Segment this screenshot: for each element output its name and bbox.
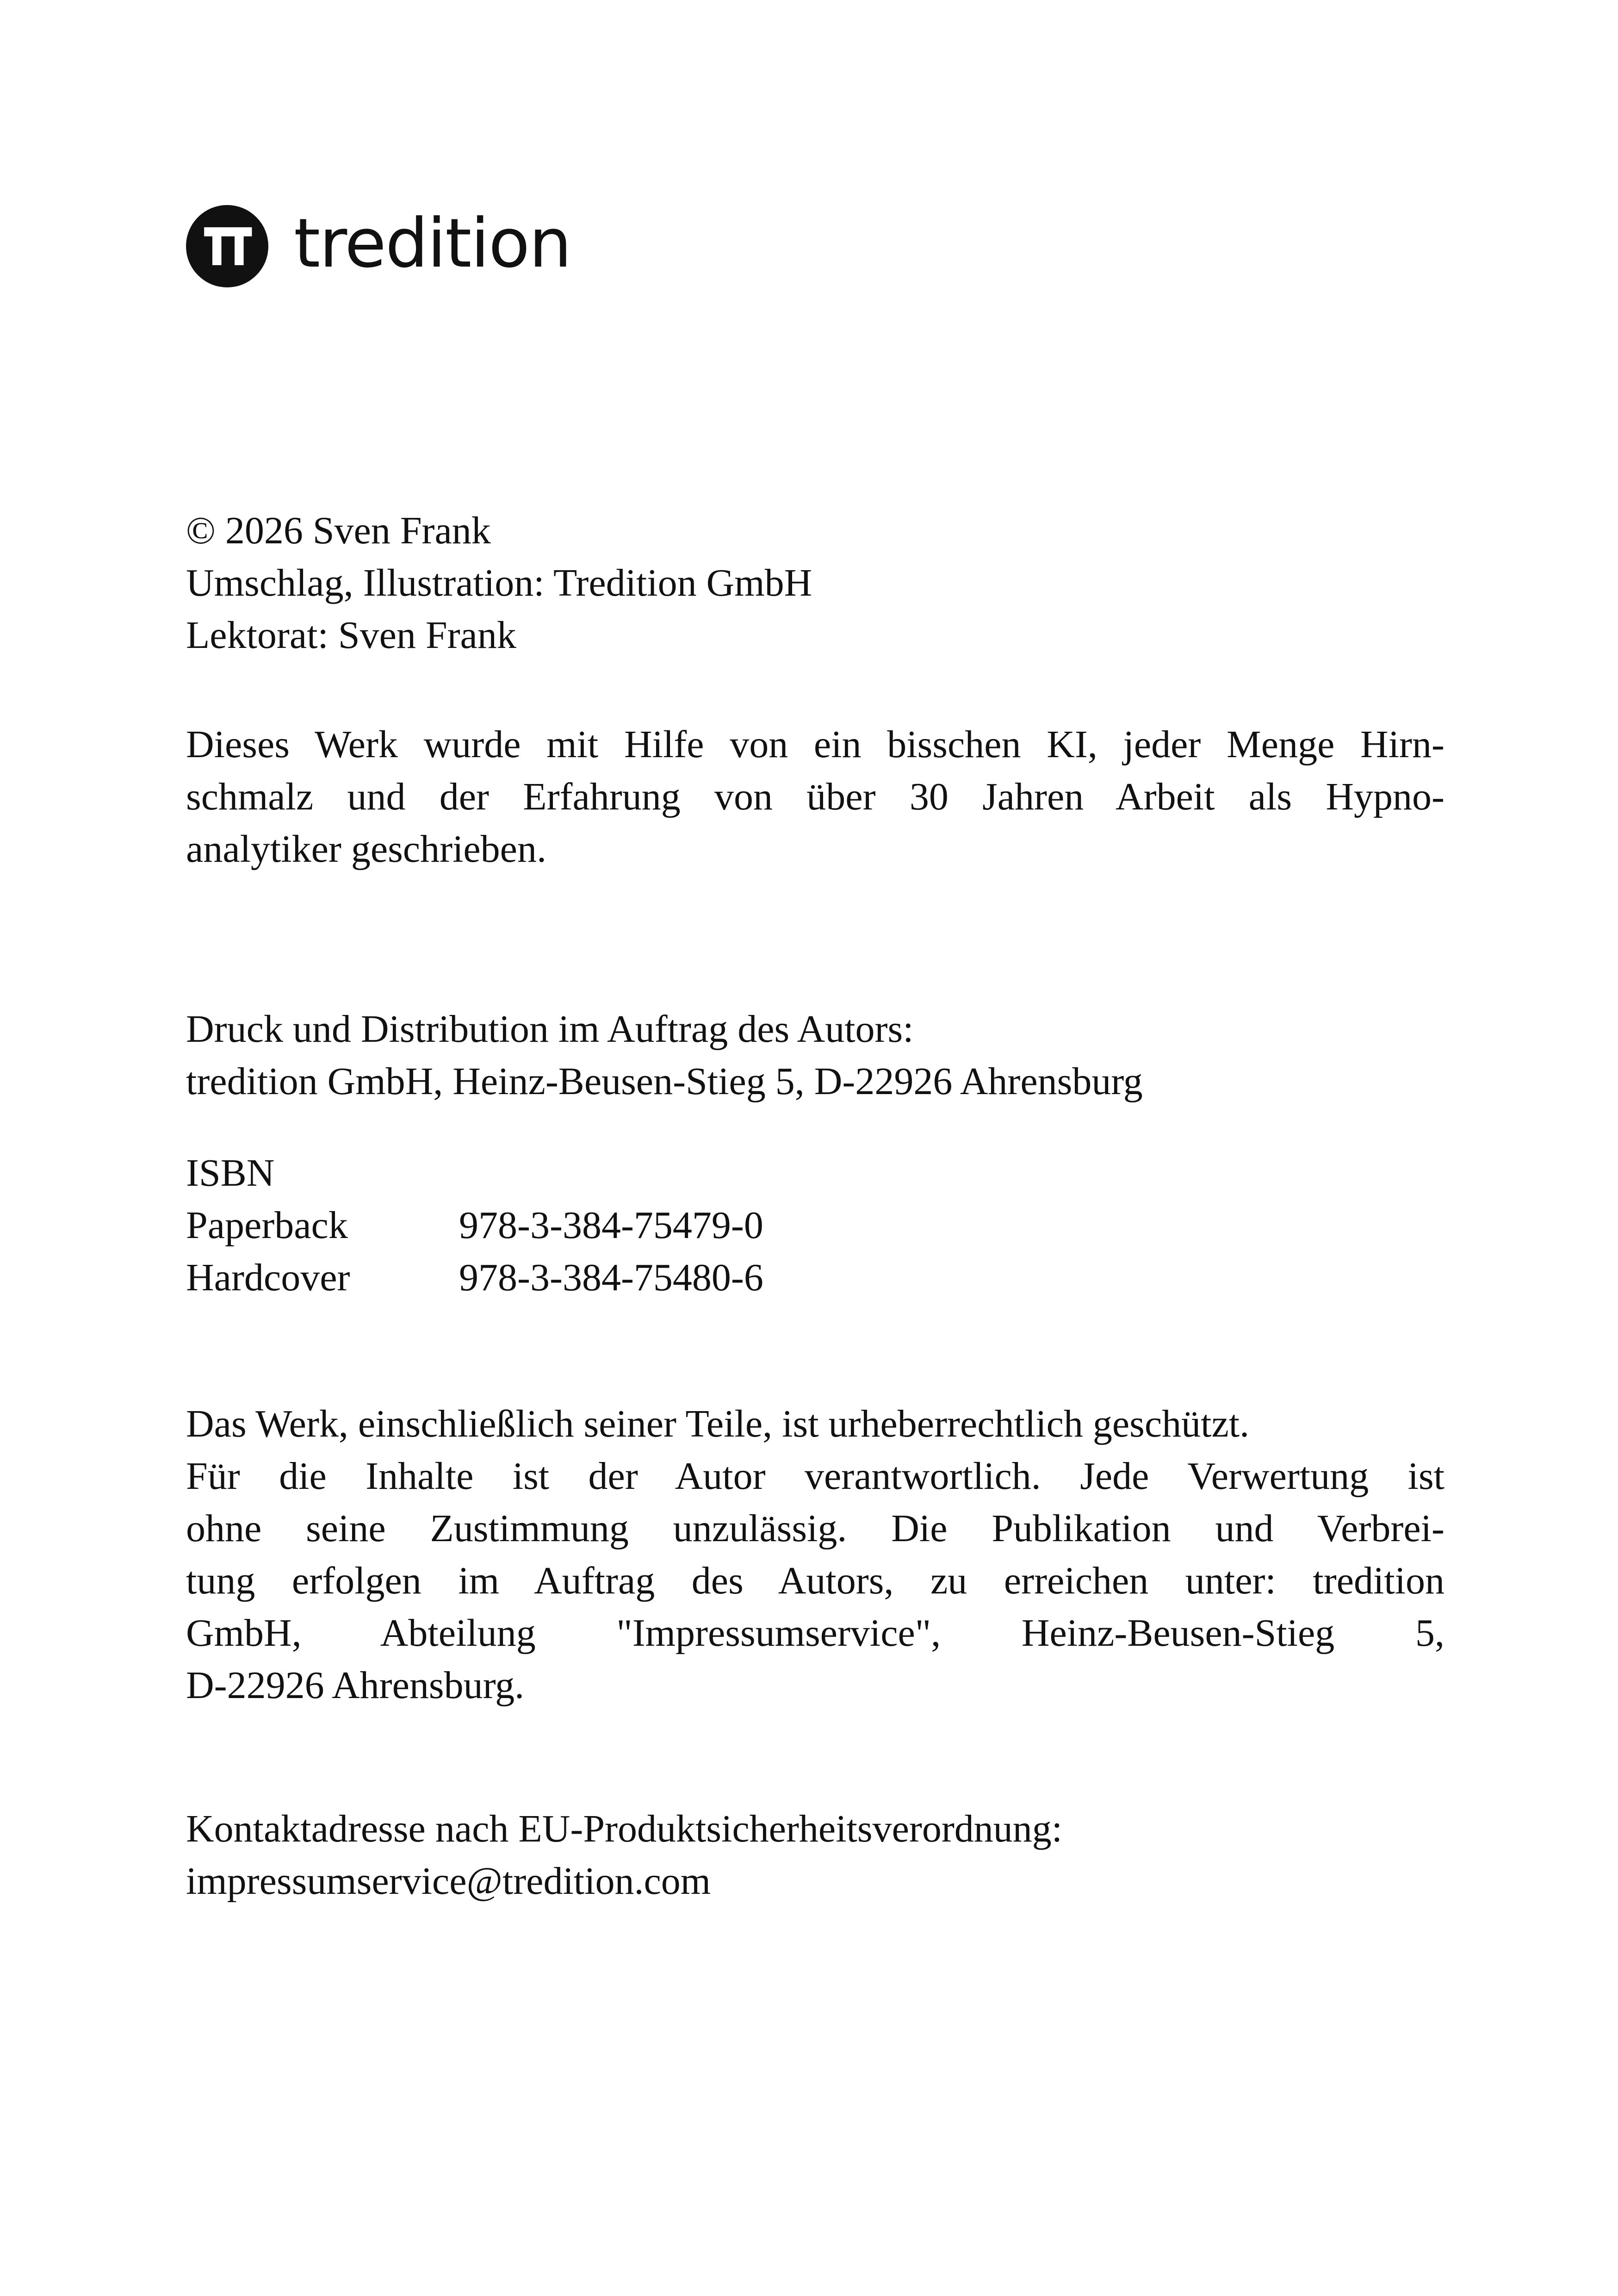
contact-info — [186, 1803, 1444, 1907]
isbn-number: 978-3-384-75479-0 — [459, 1204, 763, 1247]
legal-line: ohne seine Zustimmung unzulässig. Die Publikation und Verbrei- — [186, 1507, 1444, 1550]
legal-line: Für die Inhalte ist der Autor verantwortlich. Jede Verwertung ist — [186, 1455, 1444, 1498]
isbn-row-paperback — [186, 1199, 1444, 1251]
publisher-address: tredition GmbH, Heinz-Beusen-Stieg 5, D-22926 Ahrensburg — [186, 1060, 1143, 1103]
cover-credit: Umschlag, Illustration: Tredition GmbH — [186, 561, 812, 604]
isbn-label: Paperback — [186, 1204, 348, 1247]
contact-email[interactable]: impressumservice@tredition.com — [186, 1860, 711, 1903]
editing-credit: Lektorat: Sven Frank — [186, 614, 516, 657]
contact-heading: Kontaktadresse nach EU-Produktsicherheitsverordnung: — [186, 1807, 1063, 1850]
legal-line: tung erfolgen im Auftrag des Autors, zu erreichen unter: tredition — [186, 1559, 1444, 1602]
isbn-number: 978-3-384-75480-6 — [459, 1256, 763, 1299]
imprint-credits — [186, 504, 1444, 661]
publisher-logo — [186, 205, 571, 288]
creation-note — [186, 718, 1444, 875]
tredition-tt-icon — [186, 205, 268, 287]
note-line: Dieses Werk wurde mit Hilfe von ein bisschen KI, jeder Menge Hirn- — [186, 723, 1444, 766]
legal-line: Das Werk, einschließlich seiner Teile, ist urheberrechtlich geschützt. — [186, 1402, 1250, 1445]
printing-info — [186, 1003, 1444, 1108]
legal-notice — [186, 1398, 1444, 1711]
isbn-row-hardcover — [186, 1251, 1444, 1304]
note-line: analytiker geschrieben. — [186, 828, 546, 871]
legal-line: D-22926 Ahrensburg. — [186, 1664, 525, 1707]
isbn-section — [186, 1147, 1444, 1304]
printing-line: Druck und Distribution im Auftrag des Autors: — [186, 1008, 914, 1051]
legal-line: GmbH, Abteilung "Impressumservice", Heinz-Beusen-Stieg 5, — [186, 1612, 1444, 1655]
logo-wordmark: tredition — [294, 204, 571, 283]
isbn-label: Hardcover — [186, 1256, 350, 1299]
note-line: schmalz und der Erfahrung von über 30 Jahren Arbeit als Hypno- — [186, 775, 1444, 818]
isbn-heading: ISBN — [186, 1151, 275, 1195]
copyright-line: © 2026 Sven Frank — [186, 509, 491, 552]
